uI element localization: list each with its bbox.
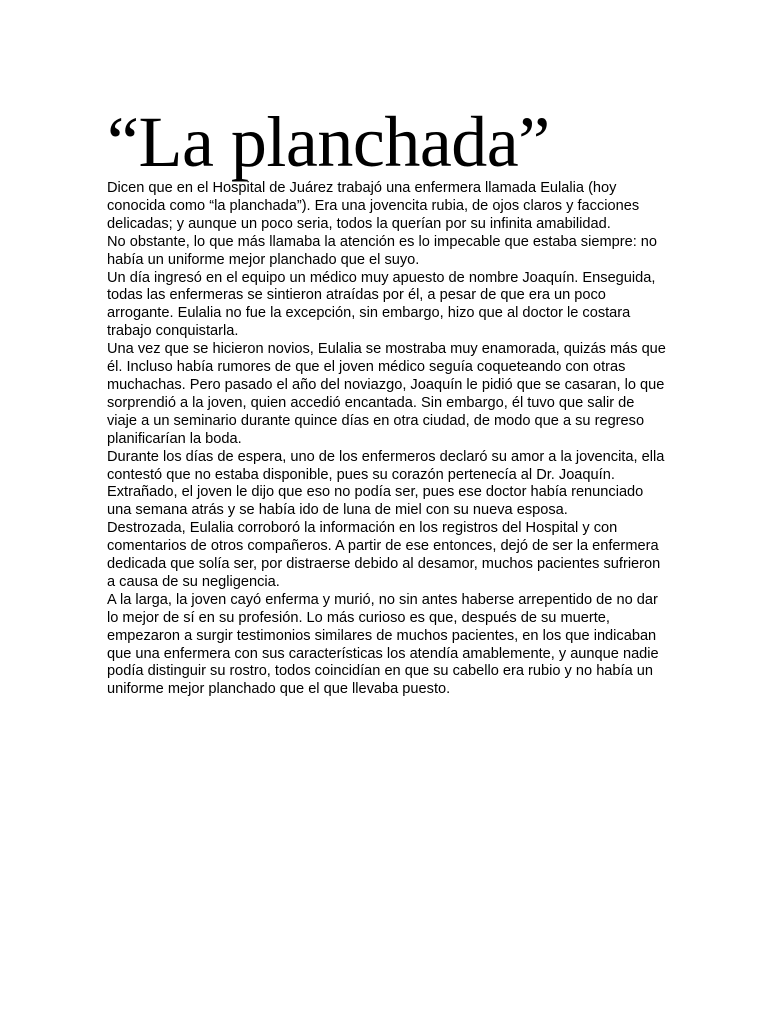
paragraph: Durante los días de espera, uno de los enfermeros declaró su amor a la jovencita, ella contestó que no estaba disponible, pues su corazón pertenecía al Dr. Joaquín. Extrañado, el joven le dijo que eso no podía ser, pues ese doctor había renunciado una semana atrás y se había ido de luna de miel con su nueva esposa. bbox=[107, 448, 665, 519]
paragraph: Una vez que se hicieron novios, Eulalia se mostraba muy enamorada, quizás más que él. Incluso había rumores de que el joven médico seguía coqueteando con otras muchachas. Pero pasado el año del noviazgo, Joaquín le pidió que se casaran, lo que sorprendió a la joven, quien accedió encantada. Sin embargo, él tuvo que salir de viaje a un seminario durante quince días en otra ciudad, de modo que a su regreso planificarían la boda. bbox=[107, 341, 666, 447]
paragraph: A la larga, la joven cayó enferma y murió, no sin antes haberse arrepentido de no dar lo mejor de sí en su profesión. Lo más curioso es que, después de su muerte, empezaron a surgir testimonios similares de muchos pacientes, en los que indicaban que una enfermera con sus características los atendía amablemente, y aunque nadie podía distinguir su rostro, todos coincidían en que su cabello era rubio y no había un uniforme mejor planchado que el que llevaba puesto. bbox=[107, 591, 659, 698]
document-body bbox=[107, 180, 667, 699]
document-page bbox=[107, 104, 667, 699]
document-title: “La planchada” bbox=[107, 102, 550, 182]
paragraph: Dicen que en el Hospital de Juárez trabajó una enfermera llamada Eulalia (hoy conocida como “la planchada”). Era una jovencita rubia, de ojos claros y facciones delicadas; y aunque un poco seria, todos la querían por su infinita amabilidad. bbox=[107, 180, 640, 232]
paragraph: Un día ingresó en el equipo un médico muy apuesto de nombre Joaquín. Enseguida, todas las enfermeras se sintieron atraídas por él, a pesar de que era un poco arrogante. Eulalia no fue la excepción, sin embargo, hizo que al doctor le costara trabajo conquistarla. bbox=[107, 269, 656, 340]
paragraph: No obstante, lo que más llamaba la atención es lo impecable que estaba siempre: no había un uniforme mejor planchado que el suyo. bbox=[107, 233, 658, 268]
paragraph: Destrozada, Eulalia corroboró la información en los registros del Hospital y con comentarios de otros compañeros. A partir de ese entonces, dejó de ser la enfermera dedicada que solía ser, por distraerse debido al desamor, muchos pacientes sufrieron a causa de su negligencia. bbox=[107, 520, 661, 590]
